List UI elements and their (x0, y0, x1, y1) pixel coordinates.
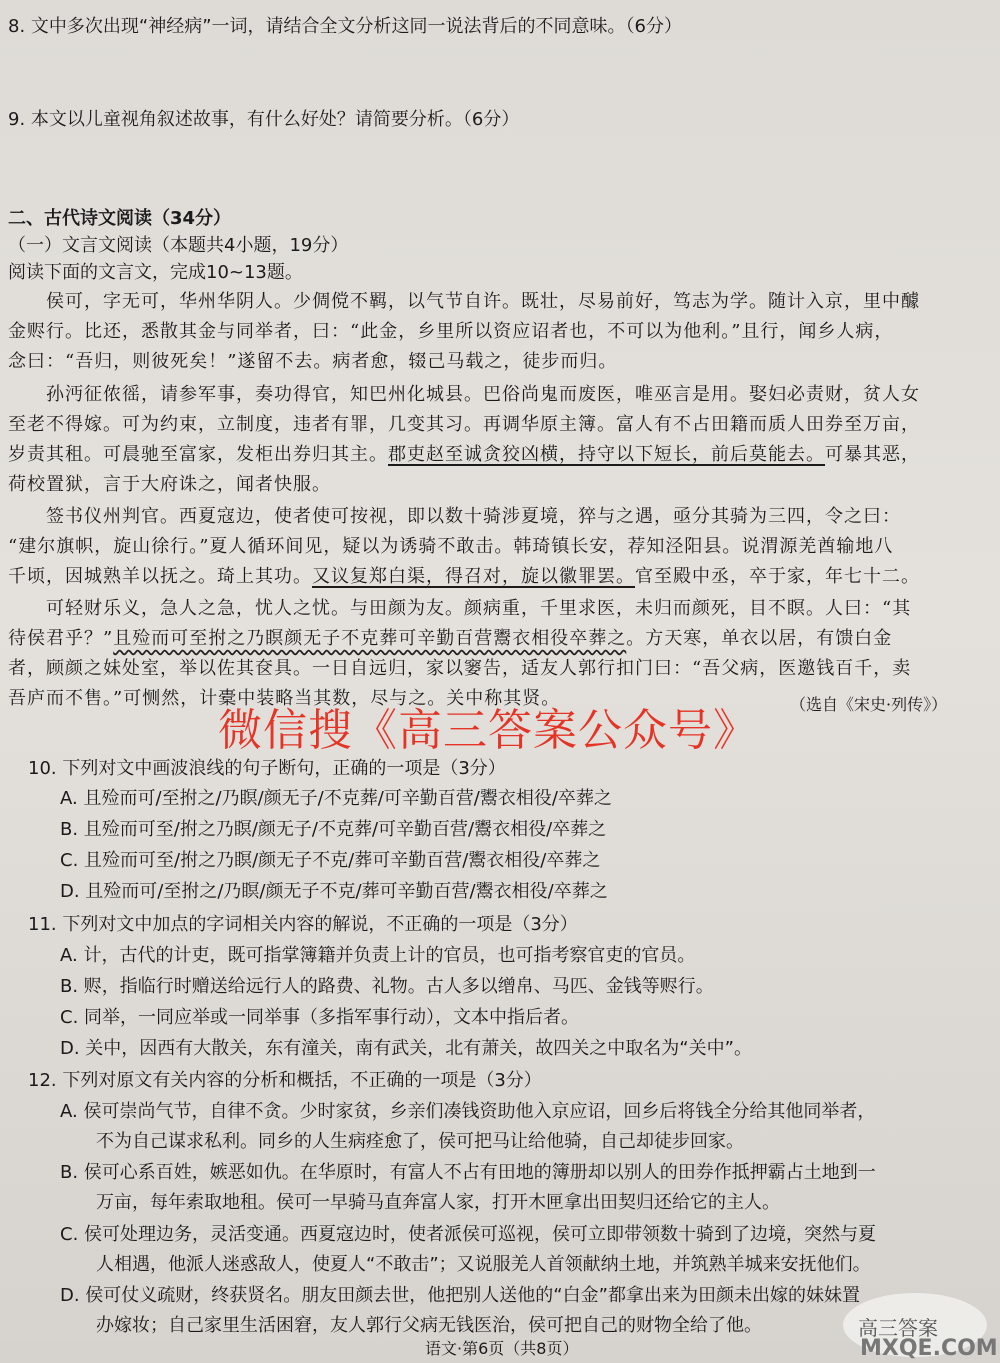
logo-text: 高三答案 (858, 1316, 938, 1340)
passage-text: 可暴其恶， (825, 444, 920, 465)
question-12-stem: 12. 下列对原文有关内容的分析和概括，不正确的一项是（3分） (28, 1070, 542, 1091)
logo-site: MXQE.COM (860, 1336, 998, 1361)
passage-text: 千顷，因城熟羊以抚之。琦上其功。 (8, 566, 312, 587)
passage-line (8, 564, 920, 590)
question-10-option: B. 且殓而可至/拊之乃瞑/颜无子/不克葬/可辛勤百营/鬻衣相役/卒葬之 (60, 819, 607, 840)
passage-text: 。方天寒，单衣以居，有馈白金 (626, 628, 893, 649)
question-10-option: D. 且殓而可/至拊之/乃瞑/颜无子不克/葬可辛勤百营/鬻衣相役/卒葬之 (60, 881, 608, 902)
passage-line: 签书仪州判官。西夏寇边，使者使可按视，即以数十骑涉夏境，猝与之遇，亟分其骑为三四，令之曰： (46, 506, 901, 527)
underlined-sentence: 又议复郑白渠，得召对，旋以徽罪罢。 (312, 566, 635, 587)
page-footer: 语文·第6页（共8页） (425, 1339, 579, 1358)
passage-source: （选自《宋史·列传》） (790, 695, 948, 714)
passage-line (8, 442, 920, 468)
question-10-stem: 10. 下列对文中画波浪线的句子断句，正确的一项是（3分） (28, 758, 506, 779)
underlined-sentence: 郡吏赵至诚贪狡凶横，持守以下短长，前后莫能去。 (388, 444, 825, 465)
question-12-option-cont: 人相遇，他派人迷惑敌人，使夏人“不敢击”；又说服羌人首领献纳土地，并筑熟羊城来安抚他们。 (96, 1254, 871, 1275)
passage-text: 岁责其租。可晨驰至富家，发柜出券归其主。 (8, 444, 388, 465)
passage-line: 金赆行。比还，悉散其金与同举者，曰：“此金，乡里所以资应诏者也，不可以为他利。”且行，闻乡人病， (8, 321, 894, 342)
passage-text: 官至殿中丞，卒于家，年七十二。 (635, 566, 920, 587)
passage-line: 孙沔征侬徭，请参军事，奏功得官，知巴州化城县。巴俗尚鬼而废医，唯巫言是用。娶妇必责财，贫人女 (46, 384, 920, 405)
question-11-option: A. 计，古代的计吏，既可指掌簿籍并负责上计的官员，也可指考察官吏的官员。 (60, 945, 696, 966)
wavy-underlined-sentence: 且殓而可至拊之乃瞑颜无子不克葬可辛勤百营鬻衣相役卒葬之 (113, 628, 627, 649)
question-12-option-cont: 不为自己谋求私利。同乡的人生病痊愈了，侯可把马让给他骑，自己却徒步回家。 (96, 1131, 744, 1152)
passage-line: 念曰：“吾归，则彼死矣！”遂留不去。病者愈，辍己马载之，徒步而归。 (8, 351, 618, 372)
section-title: 二、古代诗文阅读（34分） (8, 208, 232, 229)
question-10-option: C. 且殓而可至/拊之乃瞑/颜无子不克/葬可辛勤百营/鬻衣相役/卒葬之 (60, 850, 601, 871)
passage-line: 吾庐而不售。”可恻然，计橐中装略当其数，尽与之。关中称其贤。 (8, 688, 561, 709)
question-12-option: A. 侯可崇尚气节，自律不贪。少时家贫，乡亲们凑钱资助他入京应诏，回乡后将钱全分给其他同举者， (60, 1101, 876, 1122)
question-11-option: B. 赆，指临行时赠送给远行人的路费、礼物。古人多以缯帛、马匹、金钱等赆行。 (60, 976, 714, 997)
question-11-option: D. 关中，因西有大散关，东有潼关，南有武关，北有萧关，故四关之中取名为“关中”。 (60, 1038, 752, 1059)
question-12-option: B. 侯可心系百姓，嫉恶如仇。在华原时，有富人不占有田地的簿册却以别人的田券作抵押霸占土地到一 (60, 1162, 876, 1183)
question-11-option: C. 同举，一同应举或一同举事（多指军事行动），文本中指后者。 (60, 1007, 580, 1028)
passage-line: 侯可，字无可，华州华阴人。少倜傥不羁，以气节自许。既壮，尽易前好，笃志为学。随计入京，里中醵 (46, 291, 920, 312)
passage-line: 荷校置狱，言于大府诛之，闻者快服。 (8, 474, 331, 495)
passage-line (8, 626, 892, 652)
section-instruction: 阅读下面的文言文，完成10~13题。 (8, 262, 303, 283)
passage-line: 者，顾颜之妹处室，举以佐其奁具。一日自远归，家以窭告，适友人郭行扣门曰：“吾父病，医邀钱百千，卖 (8, 658, 912, 679)
question-12-option-cont: 办嫁妆；自己家里生活困窘，友人郭行父病无钱医治，侯可把自己的财物全给了他。 (96, 1315, 762, 1336)
watermark-text: 微信搜《高三答案公众号》 (218, 705, 758, 756)
question-12-option: D. 侯可仗义疏财，终获贤名。朋友田颜去世，他把别人送他的“白金”都拿出来为田颜未出嫁的妹妹置 (60, 1285, 860, 1306)
question-12-option: C. 侯可处理边务，灵活变通。西夏寇边时，使者派侯可巡视，侯可立即带领数十骑到了边境，突然与夏 (60, 1224, 877, 1245)
section-subtitle: （一）文言文阅读（本题共4小题，19分） (8, 235, 349, 256)
question-8: 8. 文中多次出现“神经病”一词，请结合全文分析这同一说法背后的不同意味。（6分） (8, 16, 682, 37)
passage-line: 可轻财乐义，急人之急，忧人之忧。与田颜为友。颜病重，千里求医，未归而颜死，目不瞑。人曰：“其 (46, 598, 912, 619)
question-11-stem: 11. 下列对文中加点的字词相关内容的解说，不正确的一项是（3分） (28, 914, 578, 935)
question-9: 9. 本文以儿童视角叙述故事，有什么好处？请简要分析。（6分） (8, 109, 520, 130)
passage-text: 待侯君乎？” (8, 628, 114, 649)
passage-line: 至老不得嫁。可为约束，立制度，违者有罪，几变其习。再调华原主簿。富人有不占田籍而质人田券至万亩， (8, 414, 920, 435)
passage-line: “建尔旗帜，旋山徐行。”夏人循环间见，疑以为诱骑不敢击。韩琦镇长安，荐知泾阳县。说渭源羌酋输地八 (8, 536, 894, 557)
question-10-option: A. 且殓而可/至拊之/乃瞑/颜无子/不克葬/可辛勤百营/鬻衣相役/卒葬之 (60, 788, 612, 809)
question-12-option-cont: 万亩，每年索取地租。侯可一早骑马直奔富人家，打开木匣拿出田契归还给它的主人。 (96, 1192, 780, 1213)
